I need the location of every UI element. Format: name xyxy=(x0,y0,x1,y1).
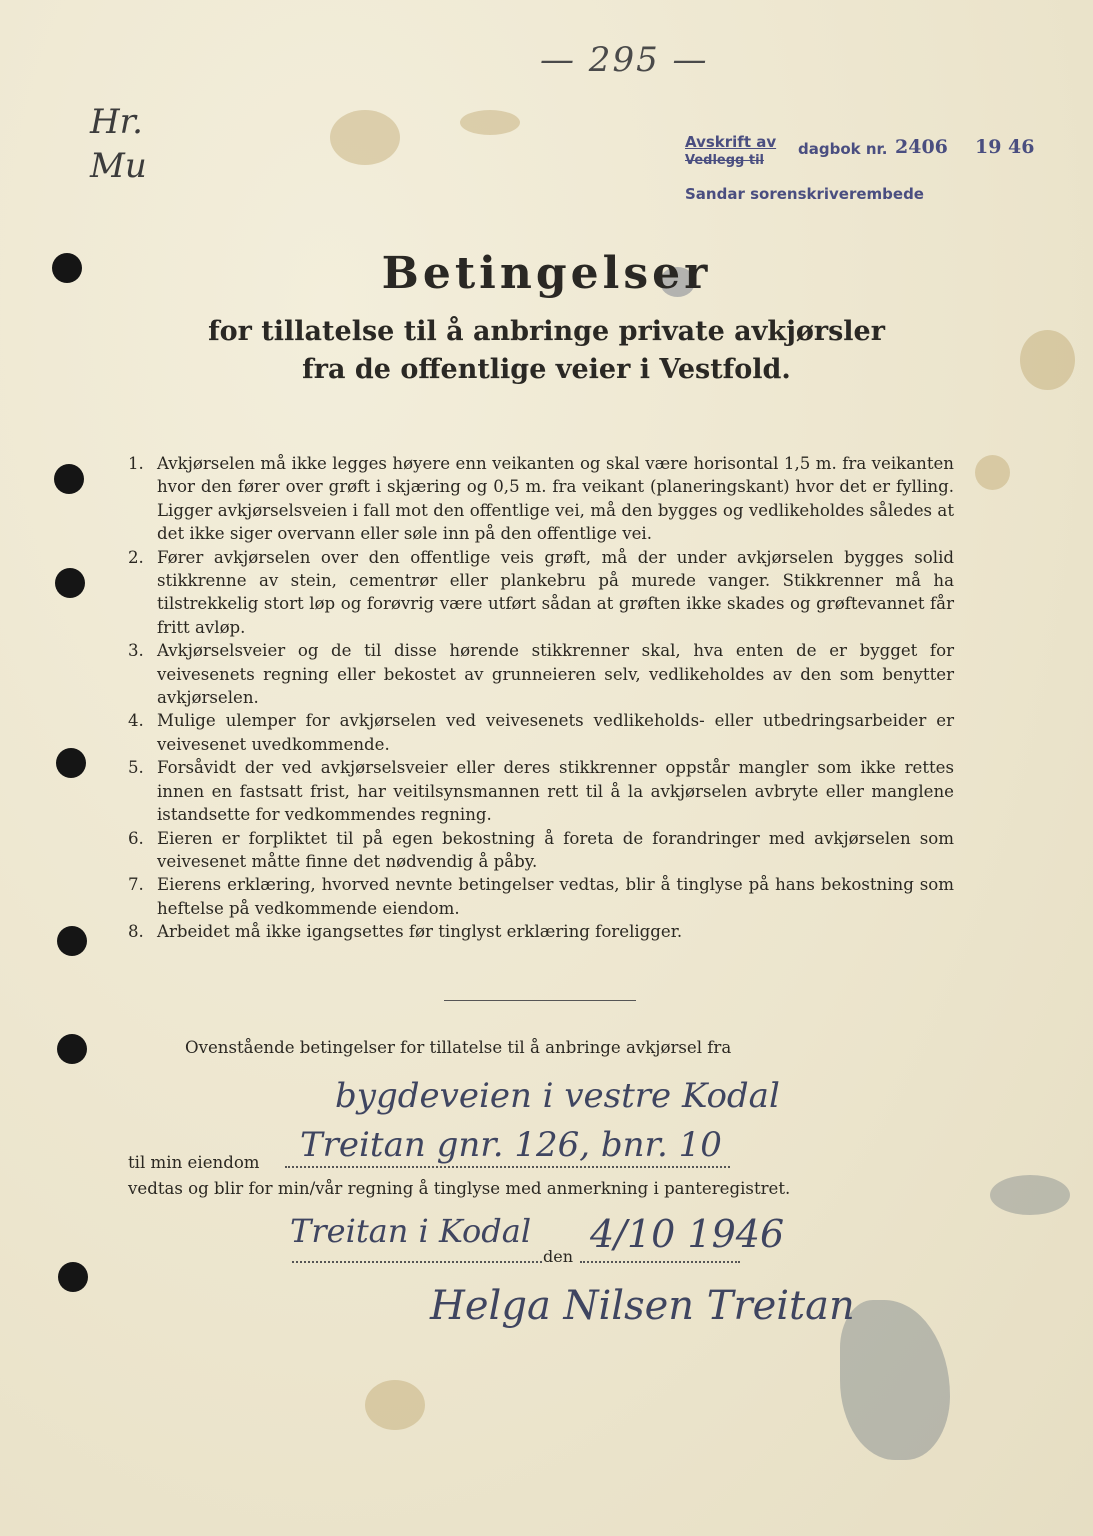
item-number: 5. xyxy=(128,758,144,778)
declaration-line-1: Ovenstående betingelser for tillatelse til å anbringe avkjørsel fra xyxy=(185,1038,732,1057)
item-number: 4. xyxy=(128,711,144,731)
handwritten-from: bygdeveien i vestre Kodal xyxy=(335,1076,780,1116)
list-item xyxy=(128,873,954,920)
dotted-line xyxy=(285,1166,730,1168)
dotted-line xyxy=(292,1261,542,1263)
date-label: den xyxy=(543,1247,574,1266)
punch-hole xyxy=(57,1034,87,1064)
stain xyxy=(975,455,1010,490)
punch-hole xyxy=(54,464,84,494)
item-number: 2. xyxy=(128,547,144,567)
stain xyxy=(330,110,400,165)
item-text: Eieren er forpliktet til på egen bekostning å foreta de forandringer med avkjørselen som veivesenet måtte finne det nødvendig å påby. xyxy=(157,828,954,871)
item-number: 8. xyxy=(128,922,144,942)
item-text: Fører avkjørselen over den offentlige veis grøft, må der under avkjørselen bygges solid stikkrenne av stein, cementrør eller plankebru på murede vanger. Stikkrenner må ha tilstrekkelig stort løp og forøvrig være utført sådan at grøften ikke skades og grøftevannet får fritt avløp. xyxy=(157,547,954,637)
item-text: Avkjørselen må ikke legges høyere enn veikanten og skal være horisontal 1,5 m. fra veikanten hvor den fører over grøft i skjæring og 0,5 m. fra veikant (planeringskant) hvor det er fylling. Ligger avkjørselsveien i fall mot den offentlige vei, må den bygges og vedlikeholdes således at det ikke siger overvann eller søle inn på den offentlige vei. xyxy=(157,454,954,544)
handwritten-property: Treitan gnr. 126, bnr. 10 xyxy=(300,1125,722,1165)
list-item xyxy=(128,546,954,640)
list-item xyxy=(128,709,954,756)
ink-blot xyxy=(990,1175,1070,1215)
stain xyxy=(460,110,520,135)
stamp-vedlegg: Vedlegg til xyxy=(685,153,765,168)
item-text: Avkjørselsveier og de til disse hørende stikkrenner skal, hva enten de er bygget for veivesenets regning eller bekostet av grunneieren selv, vedlikeholdes av den som benytter avkjørselen. xyxy=(157,641,954,708)
list-item xyxy=(128,452,954,546)
subtitle-1: for tillatelse til å anbringe private avkjørsler xyxy=(208,316,885,347)
dotted-line xyxy=(580,1261,740,1263)
item-text: Mulige ulemper for avkjørselen ved veivesenets vedlikeholds- eller utbedringsarbeider er veivesenet uvedkommende. xyxy=(157,711,954,754)
stamp-avskrift: Avskrift av xyxy=(685,133,777,151)
punch-hole xyxy=(56,748,86,778)
list-item xyxy=(128,920,954,943)
punch-hole xyxy=(57,926,87,956)
punch-hole xyxy=(58,1262,88,1292)
item-text: Eierens erklæring, hvorved nevnte betingelser vedtas, blir å tinglyse på hans bekostning som heftelse på vedkommende eiendom. xyxy=(157,875,954,918)
item-text: Forsåvidt der ved avkjørselsveier eller deres stikkrenner oppstår mangler som ikke rettes innen en fastsatt frist, har veitilsynsmannen rett til å la avkjørselen avbryte eller manglene istandsette for vedkommendes regning. xyxy=(157,758,954,825)
signature: Helga Nilsen Treitan xyxy=(430,1283,855,1329)
declaration-line-3: vedtas og blir for min/vår regning å tinglyse med anmerkning i panteregistret. xyxy=(128,1179,791,1198)
property-label: til min eiendom xyxy=(128,1153,260,1172)
item-number: 1. xyxy=(128,454,144,473)
handwritten-date: 4/10 1946 xyxy=(590,1212,785,1256)
item-number: 3. xyxy=(128,641,144,661)
stamp-dagbok-label: dagbok nr. xyxy=(798,140,888,158)
stamp-year: 19 46 xyxy=(975,136,1035,158)
subtitle-2: fra de offentlige veier i Vestfold. xyxy=(302,354,791,385)
handwritten-place: Treitan i Kodal xyxy=(290,1212,532,1250)
item-number: 6. xyxy=(128,828,144,848)
stain xyxy=(365,1380,425,1430)
initials: Hr. Mu xyxy=(90,102,147,186)
item-text: Arbeidet må ikke igangsettes før tinglyst erklæring foreligger. xyxy=(157,922,683,942)
page-title: Betingelser xyxy=(381,248,712,299)
punch-hole xyxy=(55,568,85,598)
divider xyxy=(444,1000,636,1001)
page-number: — 295 — xyxy=(540,40,709,80)
stamp-office: Sandar sorenskriverembede xyxy=(685,185,924,203)
ink-blot xyxy=(840,1300,950,1460)
conditions-list xyxy=(128,452,954,944)
stamp-dagbok-number: 2406 xyxy=(895,136,948,158)
list-item xyxy=(128,756,954,826)
list-item xyxy=(128,639,954,709)
item-number: 7. xyxy=(128,875,144,895)
list-item xyxy=(128,827,954,874)
